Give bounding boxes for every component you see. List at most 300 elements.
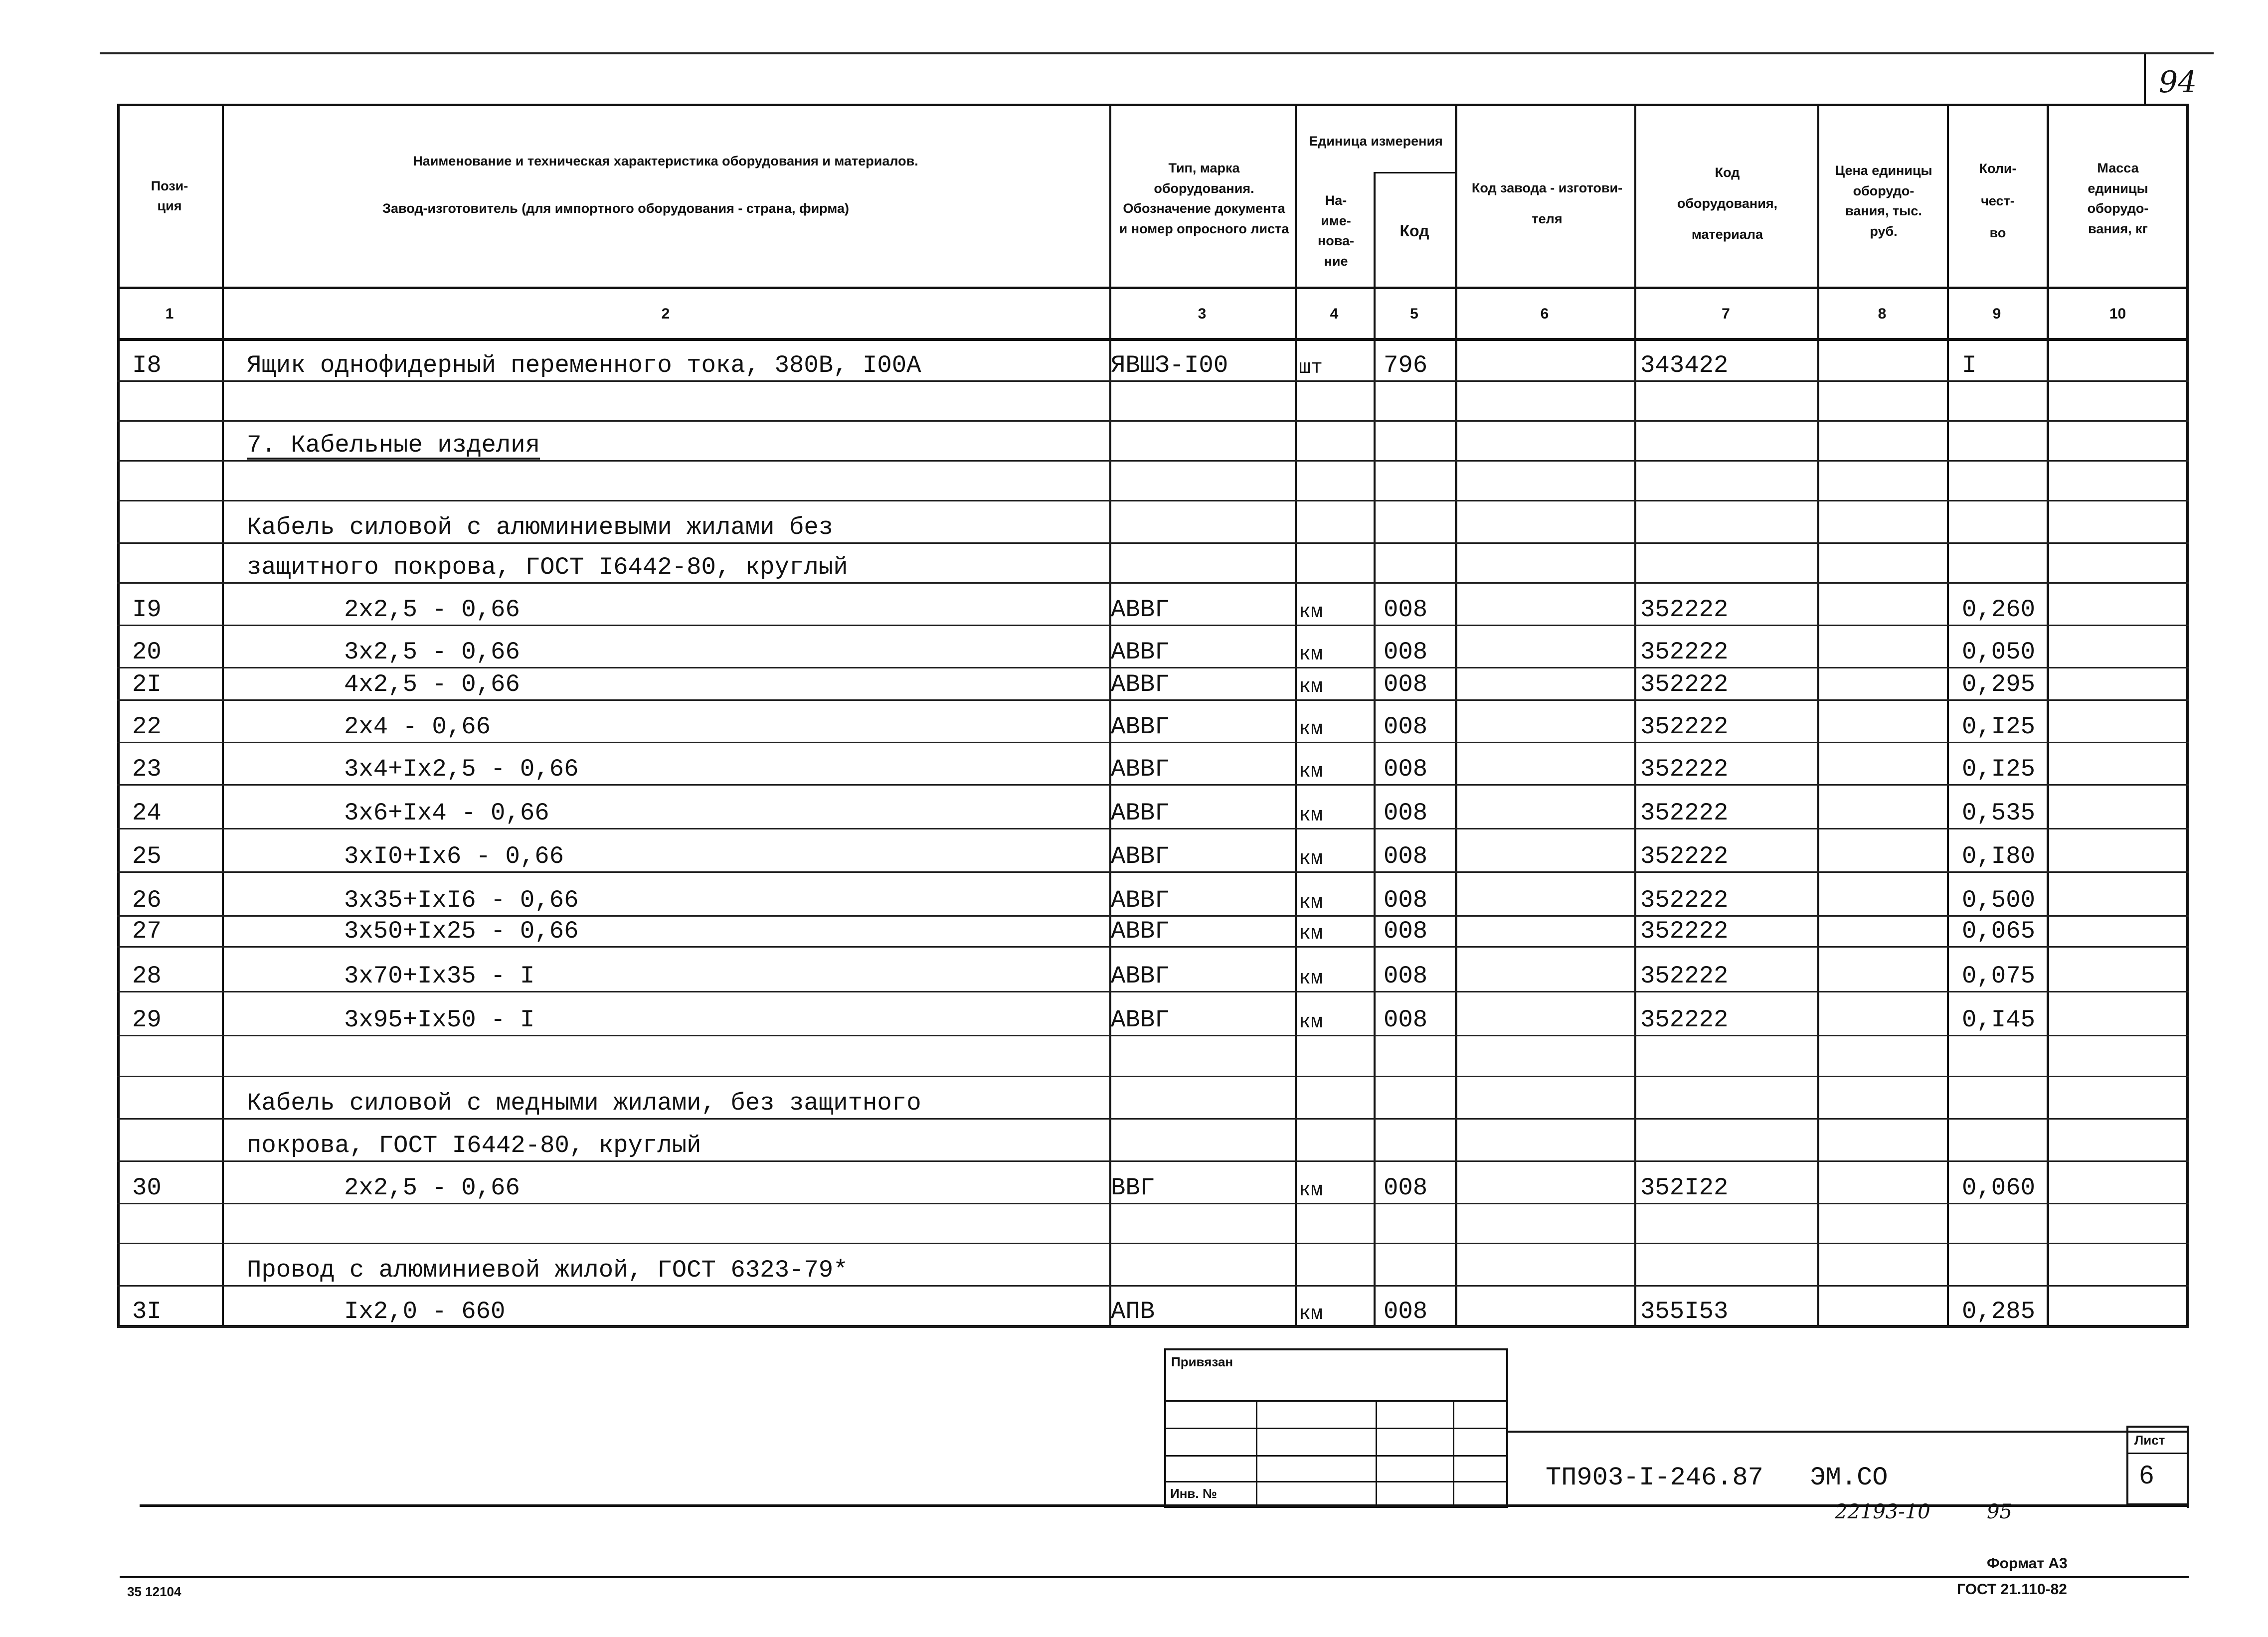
- cell-name: 2х2,5 - 0,66: [344, 596, 520, 624]
- colnum-7: 7: [1722, 306, 1730, 322]
- cell-plant: [1461, 916, 1630, 947]
- cell-unit: [1299, 1244, 1371, 1286]
- cell-mass: [2054, 381, 2186, 421]
- cell-name: 3х2,5 - 0,66: [344, 638, 520, 666]
- cell-unit: [1299, 501, 1371, 543]
- cell-mass: [2054, 785, 2186, 829]
- cell-ucode: [1384, 461, 1453, 501]
- cell-ucode: [1384, 421, 1453, 461]
- cell-pos: 24: [132, 799, 162, 827]
- cell-unit: шт: [1299, 357, 1323, 379]
- cell-pos: [132, 1204, 222, 1244]
- cell-qty: [1962, 461, 2044, 501]
- cell-type: АВВГ: [1111, 886, 1170, 914]
- cell-pos: I9: [132, 596, 162, 624]
- cell-ucode: [1384, 1077, 1453, 1119]
- cell-qty: [1962, 1036, 2044, 1077]
- cell-mass: [2054, 992, 2186, 1036]
- cell-code: 352222: [1640, 755, 1729, 783]
- footer-left-code: 35 12104: [127, 1584, 181, 1599]
- cell-mass: [2054, 1161, 2186, 1204]
- cell-name: Кабель силовой с алюминиевыми жилами без: [247, 513, 834, 541]
- cell-price: [1822, 1286, 1944, 1327]
- cell-pos: [132, 381, 222, 421]
- table-row: [0, 992, 2268, 1036]
- cell-qty: I: [1962, 351, 1977, 379]
- footer-format: Формат А3: [1987, 1555, 2068, 1572]
- cell-type: АВВГ: [1111, 799, 1170, 827]
- cell-name: 3х70+Iх35 - I: [344, 962, 535, 990]
- cell-code: [1640, 1204, 1815, 1244]
- cell-price: [1822, 1119, 1944, 1161]
- cell-type: АПВ: [1111, 1298, 1155, 1325]
- cell-ucode: 008: [1384, 638, 1428, 666]
- table-row: [0, 916, 2268, 947]
- cell-mass: [2054, 872, 2186, 916]
- cell-name: [247, 1204, 1104, 1244]
- table-row: [0, 501, 2268, 543]
- header-mass: Масса единицы оборудо-вания, кг: [2087, 161, 2149, 236]
- cell-name: 2х2,5 - 0,66: [344, 1174, 520, 1202]
- table-row: [0, 743, 2268, 785]
- cell-qty: [1962, 543, 2044, 583]
- cell-pos: [132, 501, 222, 543]
- header-qty: Коли- чест- во: [1979, 161, 2017, 241]
- colnum-6: 6: [1540, 306, 1549, 322]
- cell-name: [247, 381, 1104, 421]
- cell-mass: [2054, 668, 2186, 700]
- colnum-8: 8: [1878, 306, 1887, 322]
- header-name-line1: Наименование и техническая характеристика оборудования и материалов.: [413, 153, 918, 168]
- cell-name: 3хI0+Iх6 - 0,66: [344, 842, 564, 870]
- cell-price: [1822, 461, 1944, 501]
- cell-ucode: 008: [1384, 962, 1428, 990]
- cell-qty: [1962, 1077, 2044, 1119]
- table-row: [0, 583, 2268, 626]
- cell-type: [1111, 1036, 1290, 1077]
- table-row: [0, 1244, 2268, 1286]
- cell-qty: 0,285: [1962, 1298, 2036, 1325]
- cell-name: 2х4 - 0,66: [344, 713, 491, 741]
- cell-ucode: [1384, 1244, 1453, 1286]
- cell-qty: [1962, 1244, 2044, 1286]
- colnum-2: 2: [661, 306, 670, 322]
- cell-mass: [2054, 743, 2186, 785]
- cell-unit: [1299, 1036, 1371, 1077]
- header-row: [117, 104, 2189, 288]
- cell-ucode: 008: [1384, 596, 1428, 624]
- table-row: [0, 1077, 2268, 1119]
- cell-name: Провод с алюминиевой жилой, ГОСТ 6323-79*: [247, 1256, 848, 1284]
- cell-code: [1640, 1244, 1815, 1286]
- stamp-sheet-label: Лист: [2134, 1433, 2165, 1448]
- cell-code: 352222: [1640, 670, 1729, 698]
- cell-type: АВВГ: [1111, 917, 1170, 945]
- cell-type: АВВГ: [1111, 596, 1170, 624]
- cell-ucode: [1384, 381, 1453, 421]
- table-row: [0, 1036, 2268, 1077]
- cell-name: покрова, ГОСТ I6442-80, круглый: [247, 1132, 701, 1159]
- table-row: [0, 543, 2268, 583]
- cell-type: АВВГ: [1111, 638, 1170, 666]
- cell-mass: [2054, 501, 2186, 543]
- table-row: [0, 700, 2268, 743]
- cell-qty: 0,295: [1962, 670, 2036, 698]
- cell-ucode: 008: [1384, 1006, 1428, 1034]
- header-unit-code: Код: [1399, 222, 1429, 240]
- colnum-5: 5: [1410, 306, 1418, 322]
- cell-qty: [1962, 421, 2044, 461]
- cell-mass: [2054, 1286, 2186, 1327]
- cell-code: 343422: [1640, 351, 1729, 379]
- cell-type: АВВГ: [1111, 713, 1170, 741]
- cell-pos: 28: [132, 962, 162, 990]
- cell-code: 352222: [1640, 638, 1729, 666]
- table-row: [0, 872, 2268, 916]
- cell-type: ВВГ: [1111, 1174, 1155, 1202]
- cell-price: [1822, 543, 1944, 583]
- colnum-1: 1: [165, 306, 174, 322]
- cell-plant: [1461, 872, 1630, 916]
- table-row: [0, 1204, 2268, 1244]
- cell-unit: км: [1299, 848, 1323, 870]
- cell-pos: [132, 1077, 222, 1119]
- cell-pos: I8: [132, 351, 162, 379]
- cell-plant: [1461, 583, 1630, 626]
- cell-mass: [2054, 583, 2186, 626]
- cell-price: [1822, 700, 1944, 743]
- cell-ucode: 008: [1384, 842, 1428, 870]
- colnum-9: 9: [1992, 306, 2001, 322]
- table-row: [0, 341, 2268, 381]
- cell-mass: [2054, 916, 2186, 947]
- cell-code: 352222: [1640, 1006, 1729, 1034]
- cell-pos: 3I: [132, 1298, 162, 1325]
- cell-qty: [1962, 501, 2044, 543]
- header-type: Тип, марка оборудования. Обозначение документа и номер опросного листа: [1119, 161, 1289, 236]
- cell-mass: [2054, 1119, 2186, 1161]
- cell-mass: [2054, 1036, 2186, 1077]
- cell-pos: 29: [132, 1006, 162, 1034]
- top-rule: [100, 52, 2214, 54]
- cell-ucode: 008: [1384, 917, 1428, 945]
- cell-code: 352I22: [1640, 1174, 1729, 1202]
- cell-plant: [1461, 947, 1630, 992]
- stamp-bound-label: Привязан: [1171, 1354, 1233, 1369]
- cell-plant: [1461, 829, 1630, 872]
- cell-ucode: [1384, 501, 1453, 543]
- cell-price: [1822, 743, 1944, 785]
- cell-price: [1822, 501, 1944, 543]
- sheet-number: 94: [2159, 65, 2197, 100]
- cell-mass: [2054, 543, 2186, 583]
- cell-price: [1822, 381, 1944, 421]
- cell-plant: [1461, 992, 1630, 1036]
- cell-qty: [1962, 381, 2044, 421]
- cell-plant: [1461, 1286, 1630, 1327]
- cell-qty: 0,I25: [1962, 713, 2036, 741]
- cell-name: [247, 1036, 1104, 1077]
- cell-qty: 0,I25: [1962, 755, 2036, 783]
- cell-name: Кабель силовой с медными жилами, без защитного: [247, 1089, 921, 1117]
- cell-price: [1822, 1036, 1944, 1077]
- cell-code: [1640, 381, 1815, 421]
- cell-price: [1822, 916, 1944, 947]
- cell-name: 4х2,5 - 0,66: [344, 670, 520, 698]
- cell-type: АВВГ: [1111, 670, 1170, 698]
- cell-qty: 0,050: [1962, 638, 2036, 666]
- cell-pos: 23: [132, 755, 162, 783]
- cell-code: [1640, 1119, 1815, 1161]
- cell-ucode: 008: [1384, 1298, 1428, 1325]
- cell-unit: [1299, 1119, 1371, 1161]
- cell-price: [1822, 626, 1944, 668]
- cell-ucode: 796: [1384, 351, 1428, 379]
- cell-mass: [2054, 829, 2186, 872]
- cell-type: [1111, 1119, 1290, 1161]
- cell-qty: 0,075: [1962, 962, 2036, 990]
- cell-price: [1822, 421, 1944, 461]
- cell-ucode: [1384, 1204, 1453, 1244]
- cell-name: 3х95+Iх50 - I: [344, 1006, 535, 1034]
- cell-plant: [1461, 668, 1630, 700]
- cell-mass: [2054, 1204, 2186, 1244]
- cell-unit: км: [1299, 676, 1323, 698]
- cell-mass: [2054, 1077, 2186, 1119]
- cell-plant: [1461, 543, 1630, 583]
- cell-type: [1111, 1244, 1290, 1286]
- cell-pos: 2I: [132, 670, 162, 698]
- cell-plant: [1461, 381, 1630, 421]
- cell-qty: [1962, 1119, 2044, 1161]
- cell-code: [1640, 421, 1815, 461]
- cell-price: [1822, 668, 1944, 700]
- cell-price: [1822, 341, 1944, 381]
- cell-plant: [1461, 700, 1630, 743]
- cell-plant: [1461, 341, 1630, 381]
- cell-unit: [1299, 1077, 1371, 1119]
- table-row: [0, 668, 2268, 700]
- cell-code: [1640, 1036, 1815, 1077]
- footer-rule: [120, 1576, 2189, 1578]
- cell-type: АВВГ: [1111, 842, 1170, 870]
- cell-unit: км: [1299, 805, 1323, 827]
- cell-qty: 0,060: [1962, 1174, 2036, 1202]
- cell-unit: км: [1299, 892, 1323, 914]
- cell-qty: 0,065: [1962, 917, 2036, 945]
- cell-plant: [1461, 501, 1630, 543]
- cell-plant: [1461, 1204, 1630, 1244]
- cell-unit: [1299, 461, 1371, 501]
- cell-qty: 0,500: [1962, 886, 2036, 914]
- stamp-inv-label: Инв. №: [1170, 1486, 1217, 1501]
- cell-plant: [1461, 1036, 1630, 1077]
- cell-type: [1111, 1204, 1290, 1244]
- cell-code: 352222: [1640, 842, 1729, 870]
- cell-unit: км: [1299, 1179, 1323, 1202]
- cell-ucode: 008: [1384, 886, 1428, 914]
- cell-name: 7. Кабельные изделия: [247, 431, 540, 459]
- header-price: Цена единицы оборудо-вания, тыс. руб.: [1835, 163, 1932, 239]
- cell-price: [1822, 872, 1944, 916]
- cell-qty: 0,I80: [1962, 842, 2036, 870]
- cell-ucode: 008: [1384, 1174, 1428, 1202]
- cell-name: 3х35+IхI6 - 0,66: [344, 886, 579, 914]
- handwritten-note-right: 95: [1987, 1500, 2012, 1523]
- cell-pos: 20: [132, 638, 162, 666]
- cell-ucode: [1384, 1036, 1453, 1077]
- cell-unit: [1299, 421, 1371, 461]
- footer-gost: ГОСТ 21.110-82: [1957, 1581, 2067, 1598]
- cell-mass: [2054, 947, 2186, 992]
- cell-pos: 27: [132, 917, 162, 945]
- cell-type: АВВГ: [1111, 755, 1170, 783]
- cell-name: 3х6+Iх4 - 0,66: [344, 799, 549, 827]
- cell-pos: [132, 1036, 222, 1077]
- cell-plant: [1461, 1161, 1630, 1204]
- cell-name: Ящик однофидерный переменного тока, 380В, I00А: [247, 351, 921, 379]
- colnum-3: 3: [1198, 306, 1207, 322]
- cell-name: 3х50+Iх25 - 0,66: [344, 917, 579, 945]
- cell-code: 352222: [1640, 596, 1729, 624]
- cell-unit: км: [1299, 718, 1323, 741]
- header-unit-name: На- име- нова- ние: [1317, 193, 1355, 269]
- cell-type: АВВГ: [1111, 1006, 1170, 1034]
- cell-pos: [132, 461, 222, 501]
- cell-price: [1822, 829, 1944, 872]
- cell-pos: [132, 1119, 222, 1161]
- cell-name: [247, 461, 1104, 501]
- cell-pos: 26: [132, 886, 162, 914]
- cell-name: Iх2,0 - 660: [344, 1298, 506, 1325]
- cell-code: 352222: [1640, 713, 1729, 741]
- cell-pos: 30: [132, 1174, 162, 1202]
- cell-unit: км: [1299, 1011, 1323, 1034]
- colnum-4: 4: [1330, 306, 1339, 322]
- cell-ucode: 008: [1384, 670, 1428, 698]
- table-row: [0, 829, 2268, 872]
- cell-plant: [1461, 1077, 1630, 1119]
- cell-unit: км: [1299, 968, 1323, 990]
- handwritten-note-left: 22193-10: [1835, 1500, 1930, 1523]
- colnum-10: 10: [2109, 306, 2126, 322]
- table-row: [0, 1119, 2268, 1161]
- cell-unit: км: [1299, 923, 1323, 945]
- cell-pos: 22: [132, 713, 162, 741]
- cell-price: [1822, 583, 1944, 626]
- cell-price: [1822, 947, 1944, 992]
- table-row: [0, 947, 2268, 992]
- cell-type: [1111, 461, 1290, 501]
- cell-code: [1640, 501, 1815, 543]
- cell-pos: [132, 1244, 222, 1286]
- cell-code: [1640, 543, 1815, 583]
- cell-price: [1822, 1161, 1944, 1204]
- table-row: [0, 785, 2268, 829]
- table-row: [0, 1286, 2268, 1327]
- cell-unit: км: [1299, 601, 1323, 624]
- cell-ucode: 008: [1384, 799, 1428, 827]
- row-divider: [117, 1326, 2189, 1328]
- cell-unit: км: [1299, 644, 1323, 666]
- stamp-box-bound: [1164, 1348, 1508, 1508]
- cell-type: [1111, 543, 1290, 583]
- cell-type: [1111, 1077, 1290, 1119]
- cell-price: [1822, 1204, 1944, 1244]
- stamp-doc-code: ТП903-I-246.87 ЭМ.СО: [1546, 1463, 1888, 1492]
- cell-code: 352222: [1640, 962, 1729, 990]
- cell-pos: [132, 543, 222, 583]
- cell-plant: [1461, 461, 1630, 501]
- cell-name: защитного покрова, ГОСТ I6442-80, круглый: [247, 553, 848, 581]
- cell-name: 3х4+Iх2,5 - 0,66: [344, 755, 579, 783]
- cell-code: 352222: [1640, 917, 1729, 945]
- cell-code: [1640, 1077, 1815, 1119]
- table-row: [0, 461, 2268, 501]
- cell-unit: [1299, 381, 1371, 421]
- cell-unit: км: [1299, 761, 1323, 783]
- cell-mass: [2054, 421, 2186, 461]
- cell-price: [1822, 1077, 1944, 1119]
- header-unit: Единица измерения: [1309, 133, 1443, 149]
- header-name-line2: Завод-изготовитель (для импортного оборудования - страна, фирма): [382, 200, 849, 216]
- cell-qty: [1962, 1204, 2044, 1244]
- cell-type: [1111, 381, 1290, 421]
- header-plant-code: Код завода - изготови- теля: [1471, 180, 1623, 226]
- cell-plant: [1461, 1119, 1630, 1161]
- cell-price: [1822, 1244, 1944, 1286]
- cell-code: 352222: [1640, 799, 1729, 827]
- cell-pos: 25: [132, 842, 162, 870]
- cell-ucode: [1384, 1119, 1453, 1161]
- cell-ucode: 008: [1384, 755, 1428, 783]
- cell-code: 355I53: [1640, 1298, 1729, 1325]
- table-row: [0, 1161, 2268, 1204]
- cell-unit: км: [1299, 1303, 1323, 1325]
- cell-code: 352222: [1640, 886, 1729, 914]
- stamp-sheet-value: 6: [2139, 1461, 2154, 1489]
- cell-plant: [1461, 1244, 1630, 1286]
- header-equip-code: Код оборудования, материала: [1677, 164, 1778, 242]
- cell-qty: 0,535: [1962, 799, 2036, 827]
- cell-mass: [2054, 626, 2186, 668]
- cell-plant: [1461, 743, 1630, 785]
- cell-unit: [1299, 1204, 1371, 1244]
- cell-pos: [132, 421, 222, 461]
- cell-mass: [2054, 700, 2186, 743]
- cell-qty: 0,260: [1962, 596, 2036, 624]
- cell-unit: [1299, 543, 1371, 583]
- cell-mass: [2054, 341, 2186, 381]
- cell-plant: [1461, 421, 1630, 461]
- header-position: Пози- ция: [151, 178, 188, 213]
- table-row: [0, 381, 2268, 421]
- cell-ucode: [1384, 543, 1453, 583]
- cell-price: [1822, 785, 1944, 829]
- cell-code: [1640, 461, 1815, 501]
- cell-type: [1111, 421, 1290, 461]
- cell-price: [1822, 992, 1944, 1036]
- table-row: [0, 626, 2268, 668]
- cell-qty: 0,I45: [1962, 1006, 2036, 1034]
- cell-type: ЯВШЗ-I00: [1111, 351, 1228, 379]
- table-row: [0, 421, 2268, 461]
- stamp-sheet-box: [2126, 1426, 2189, 1505]
- cell-type: [1111, 501, 1290, 543]
- cell-plant: [1461, 626, 1630, 668]
- column-number-row: [117, 289, 2189, 339]
- cell-plant: [1461, 785, 1630, 829]
